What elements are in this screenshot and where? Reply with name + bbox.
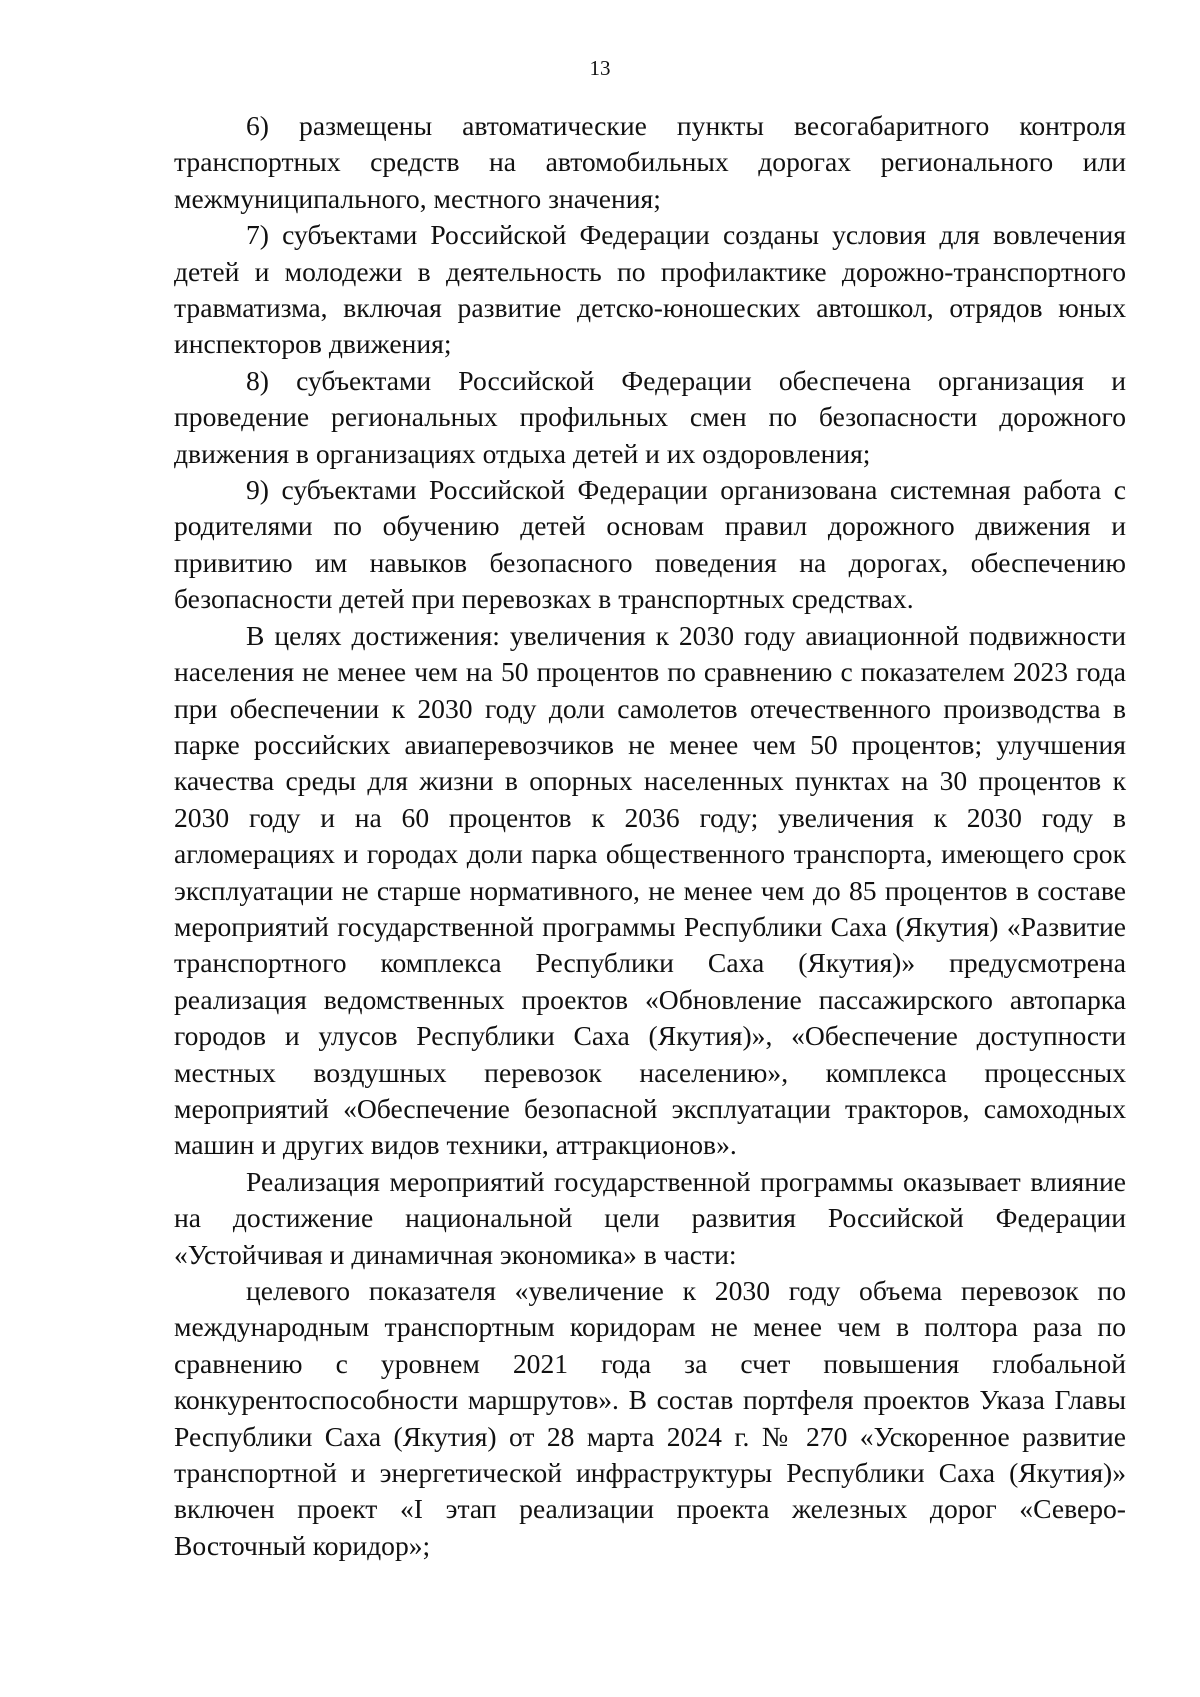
paragraph-item-9: 9) субъектами Российской Федерации организована системная работа с родителями по обучению детей основам правил дорожного движения и привитию им навыков безопасного поведения на дорогах, обеспечению безопасности детей при перевозках в транспортных средствах. bbox=[174, 474, 1126, 615]
paragraph-item-7: 7) субъектами Российской Федерации созданы условия для вовлечения детей и молодежи в деятельность по профилактике дорожно-транспортного травматизма, включая развитие детско-юношеских автошкол, отрядов юных инспекторов движения; bbox=[174, 219, 1126, 360]
document-body bbox=[174, 108, 1126, 1564]
paragraph-achievement-goals: В целях достижения: увеличения к 2030 году авиационной подвижности населения не менее чем на 50 процентов по сравнению с показателем 2023 года при обеспечении к 2030 году доли самолетов отечественного производства в парке российских авиаперевозчиков не менее чем 50 процентов; улучшения качества среды для жизни в опорных населенных пунктах на 30 процентов к 2030 году и на 60 процентов к 2036 году; увеличения к 2030 году в агломерациях и городах доли парка общественного транспорта, имеющего срок эксплуатации не старше нормативного, не менее чем до 85 процентов в составе мероприятий государственной программы Республики Саха (Якутия) «Развитие транспортного комплекса Республики Саха (Якутия)» предусмотрена реализация ведомственных проектов «Обновление пассажирского автопарка городов и улусов Республики Саха (Якутия)», «Обеспечение доступности местных воздушных перевозок населению», комплекса процессных мероприятий «Обеспечение безопасной эксплуатации тракторов, самоходных машин и других видов техники, аттракционов». bbox=[174, 619, 1126, 1161]
paragraph-target-indicator: целевого показателя «увеличение к 2030 году объема перевозок по международным транспортным коридорам не менее чем в полтора раза по сравнению с уровнем 2021 года за счет повышения глобальной конкурентоспособности маршрутов». В состав портфеля проектов Указа Главы Республики Саха (Якутия) от 28 марта 2024 г. № 270 «Ускоренное развитие транспортной и энергетической инфраструктуры Республики Саха (Якутия)» включен проект «I этап реализации проекта железных дорог «Северо-Восточный коридор»; bbox=[174, 1275, 1126, 1561]
paragraph-item-6: 6) размещены автоматические пункты весогабаритного контроля транспортных средств на автомобильных дорогах регионального или межмуниципального, местного значения; bbox=[174, 110, 1126, 214]
paragraph-program-impact: Реализация мероприятий государственной программы оказывает влияние на достижение национальной цели развития Российской Федерации «Устойчивая и динамичная экономика» в части: bbox=[174, 1165, 1126, 1270]
page-number: 13 bbox=[589, 56, 611, 80]
paragraph-item-8: 8) субъектами Российской Федерации обеспечена организация и проведение региональных профильных смен по безопасности дорожного движения в организациях отдыха детей и их оздоровления; bbox=[174, 364, 1126, 469]
